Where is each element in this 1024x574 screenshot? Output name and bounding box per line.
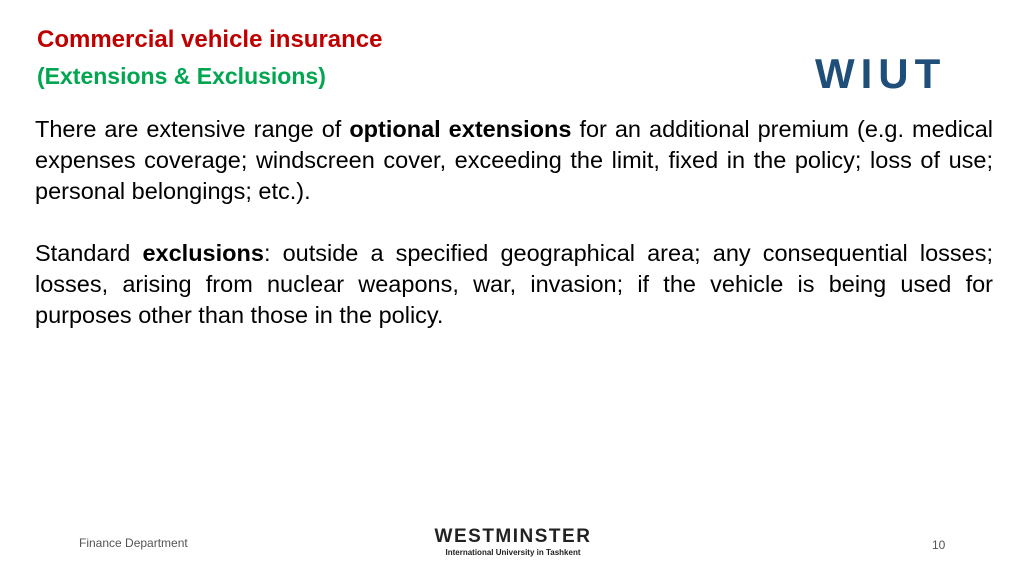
slide-subtitle: (Extensions & Exclusions) <box>37 63 326 89</box>
westminster-logo-sub: International University in Tashkent <box>445 548 581 557</box>
footer-department: Finance Department <box>79 536 188 550</box>
paragraph-2-bold-term: exclusions <box>142 240 264 266</box>
paragraph-1-text-start: There are extensive range of <box>35 116 350 142</box>
slide-title: Commercial vehicle insurance <box>37 26 383 53</box>
page-number: 10 <box>932 538 946 552</box>
paragraph-1-bold-term: optional extensions <box>349 116 572 142</box>
paragraph-2-text-start: Standard <box>35 240 143 266</box>
westminster-logo-main: WESTMINSTER <box>434 526 592 547</box>
westminster-logo <box>434 527 592 559</box>
wiut-logo: WIUT <box>815 50 947 97</box>
paragraph-2-text-end: : outside a specified geographical area; any consequential losses; losses, arising from nuclear weapons, war, invasion; if the vehicle is being used for purposes other than those in the policy. <box>35 240 993 328</box>
paragraph-1-text-end: for an additional premium (e.g. medical expenses coverage; windscreen cover, exceeding the limit, fixed in the policy; loss of use; personal belongings; etc.). <box>35 116 993 204</box>
paragraph-optional-extensions <box>35 114 993 207</box>
paragraph-standard-exclusions <box>35 238 993 331</box>
slide-content <box>35 114 993 331</box>
